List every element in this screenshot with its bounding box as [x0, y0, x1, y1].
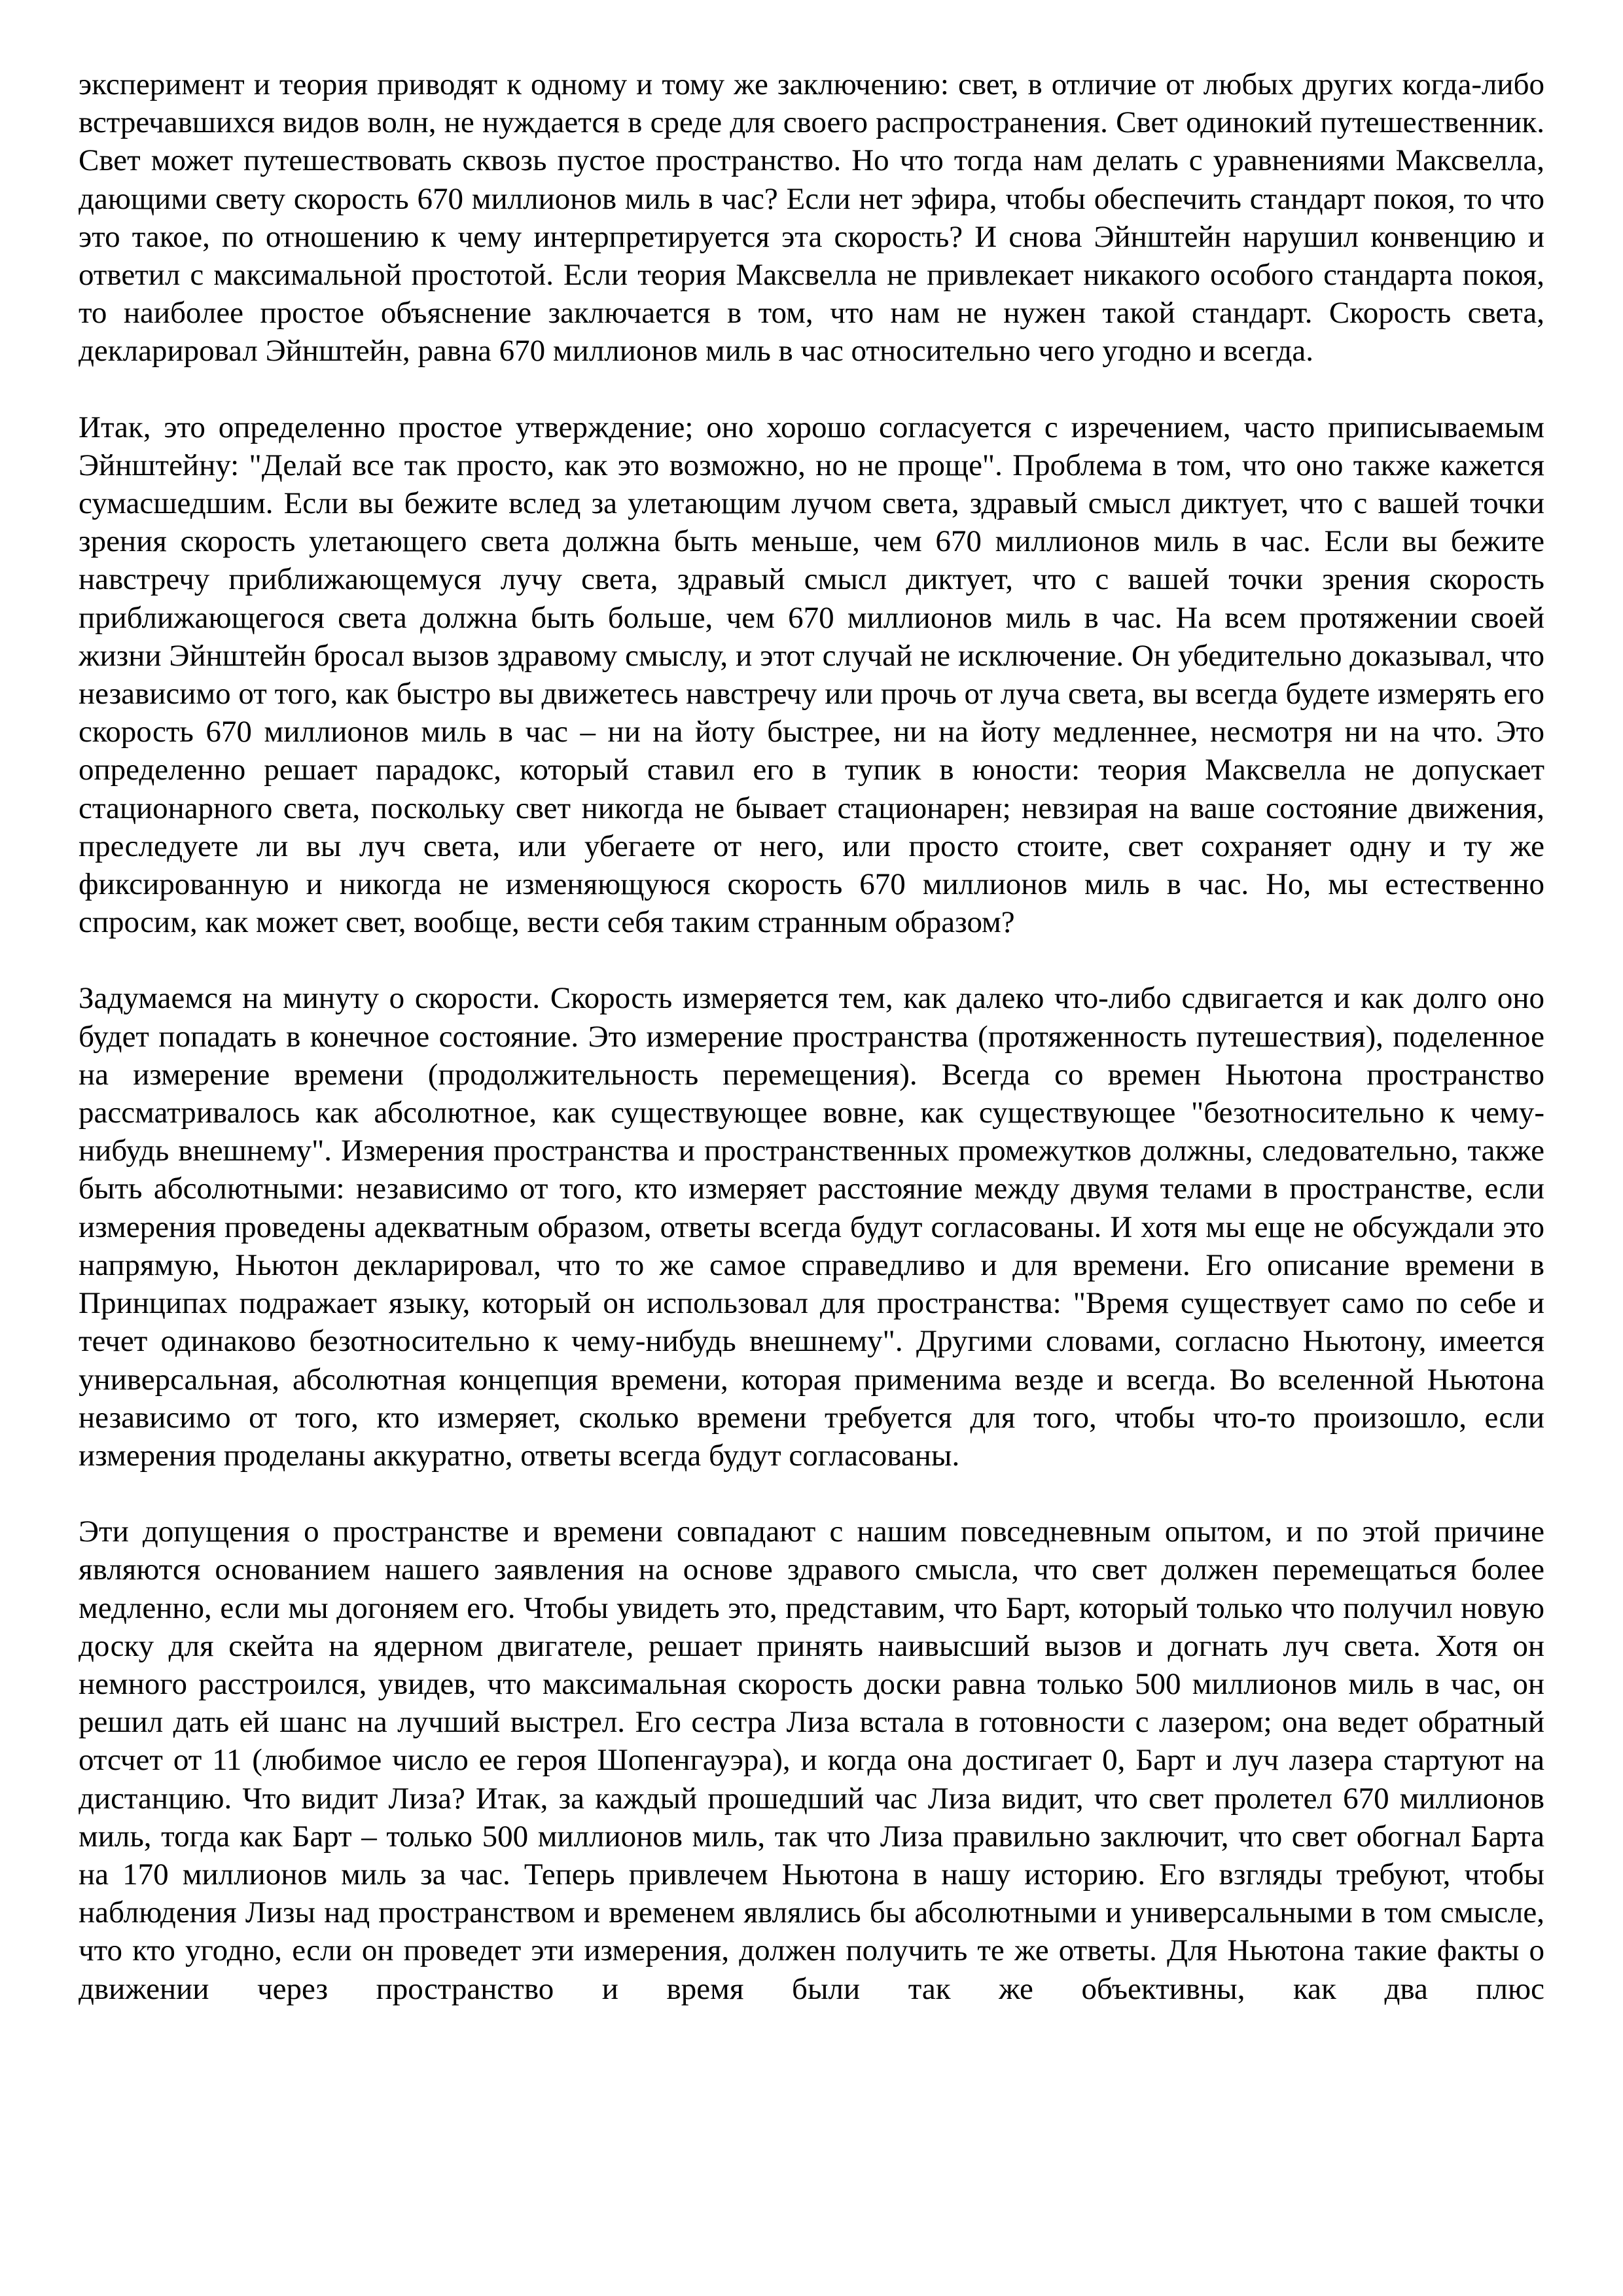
- document-page: [79, 65, 1544, 2008]
- paragraph-3: Задумаемся на минуту о скорости. Скорость измеряется тем, как далеко что-либо сдвигается и как долго оно будет попадать в конечное состояние. Это измерение пространства (протяженность путешествия), поделенное на измерение времени (продолжительность перемещения). Всегда со времен Ньютона пространство рассматривалось как абсолютное, как существующее вовне, как существующее "безотносительно к чему-нибудь внешнему". Измерения пространства и пространственных промежутков должны, следовательно, также быть абсолютными: независимо от того, кто измеряет расстояние между двумя телами в пространстве, если измерения проведены адекватным образом, ответы всегда будут согласованы. И хотя мы еще не обсуждали это напрямую, Ньютон декларировал, что то же самое справедливо и для времени. Его описание времени в Принципах подражает языку, который он использовал для пространства: "Время существует само по себе и течет одинаково безотносительно к чему-нибудь внешнему". Другими словами, согласно Ньютону, имеется универсальная, абсолютная концепция времени, которая применима везде и всегда. Во вселенной Ньютона независимо от того, кто измеряет, сколько времени требуется для того, чтобы что-то произошло, если измерения проделаны аккуратно, ответы всегда будут согласованы.: [79, 981, 1544, 1473]
- paragraph-1: эксперимент и теория приводят к одному и тому же заключению: свет, в отличие от любых других когда-либо встречавшихся видов волн, не нуждается в среде для своего распространения. Свет одинокий путешественник. Свет может путешествовать сквозь пустое пространство. Но что тогда нам делать с уравнениями Максвелла, дающими свету скорость 670 миллионов миль в час? Если нет эфира, чтобы обеспечить стандарт покоя, то что это такое, по отношению к чему интерпретируется эта скорость? И снова Эйнштейн нарушил конвенцию и ответил с максимальной простотой. Если теория Максвелла не привлекает никакого особого стандарта покоя, то наиболее простое объяснение заключается в том, что нам не нужен такой стандарт. Скорость света, декларировал Эйнштейн, равна 670 миллионов миль в час относительно чего угодно и всегда.: [79, 67, 1544, 368]
- paragraph-2: Итак, это определенно простое утверждение; оно хорошо согласуется с изречением, часто приписываемым Эйнштейну: "Делай все так просто, как это возможно, но не проще". Проблема в том, что оно также кажется сумасшедшим. Если вы бежите вслед за улетающим лучом света, здравый смысл диктует, что с вашей точки зрения скорость улетающего света должна быть меньше, чем 670 миллионов миль в час. Если вы бежите навстречу приближающемуся лучу света, здравый смысл диктует, что с вашей точки зрения скорость приближающегося света должна быть больше, чем 670 миллионов миль в час. На всем протяжении своей жизни Эйнштейн бросал вызов здравому смыслу, и этот случай не исключение. Он убедительно доказывал, что независимо от того, как быстро вы движетесь навстречу или прочь от луча света, вы всегда будете измерять его скорость 670 миллионов миль в час – ни на йоту быстрее, ни на йоту медленнее, несмотря ни на что. Это определенно решает парадокс, который ставил его в тупик в юности: теория Максвелла не допускает стационарного света, поскольку свет никогда не бывает стационарен; невзирая на ваше состояние движения, преследуете ли вы луч света, или убегаете от него, или просто стоите, свет сохраняет одну и ту же фиксированную и никогда не изменяющуюся скорость 670 миллионов миль в час. Но, мы естественно спросим, как может свет, вообще, вести себя таким странным образом?: [79, 410, 1544, 940]
- paragraph-4: Эти допущения о пространстве и времени совпадают с нашим повседневным опытом, и по этой причине являются основанием нашего заявления на основе здравого смысла, что свет должен перемещаться более медленно, если мы догоняем его. Чтобы увидеть это, представим, что Барт, который только что получил новую доску для скейта на ядерном двигателе, решает принять наивысший вызов и догнать луч света. Хотя он немного расстроился, увидев, что максимальная скорость доски равна только 500 миллионов миль в час, он решил дать ей шанс на лучший выстрел. Его сестра Лиза встала в готовности с лазером; она ведет обратный отсчет от 11 (любимое число ее героя Шопенгауэра), и когда она достигает 0, Барт и луч лазера стартуют на дистанцию. Что видит Лиза? Итак, за каждый прошедший час Лиза видит, что свет пролетел 670 миллионов миль, тогда как Барт – только 500 миллионов миль, так что Лиза правильно заключит, что свет обогнал Барта на 170 миллионов миль за час. Теперь привлечем Ньютона в нашу историю. Его взгляды требуют, чтобы наблюдения Лизы над пространством и временем являлись бы абсолютными и универсальными в том смысле, что кто угодно, если он проведет эти измерения, должен получить те же ответы. Для Ньютона такие факты о движении через пространство и время были так же объективны, как два плюс: [79, 1515, 1544, 2006]
